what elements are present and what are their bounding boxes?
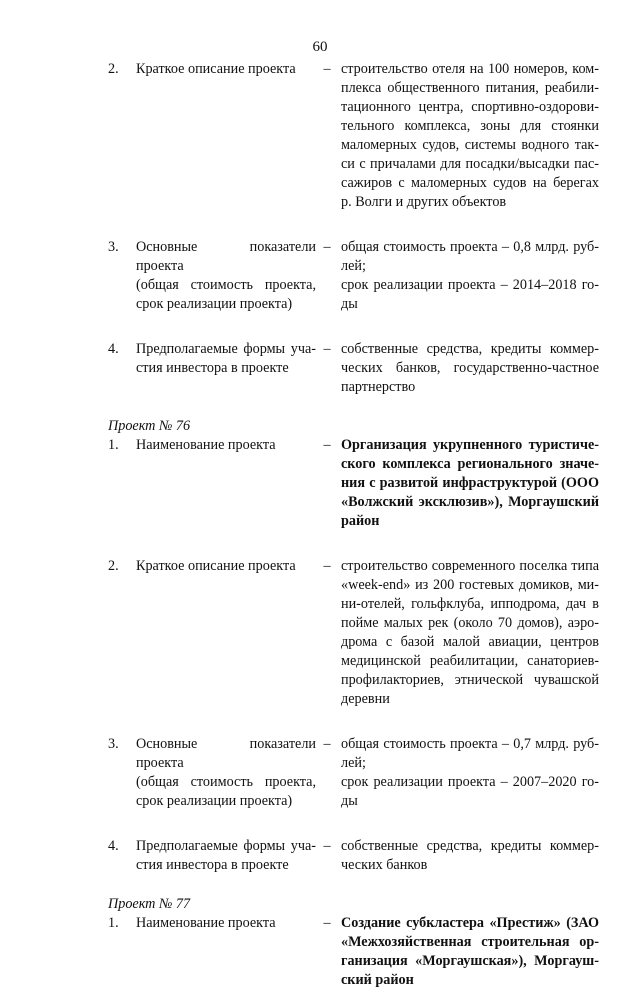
row-value-line: сажиров с маломерных судов на берегах <box>341 175 599 191</box>
project-row <box>0 340 640 397</box>
project-row <box>0 735 640 811</box>
row-value-line: лей; <box>341 258 366 274</box>
row-dash: – <box>323 341 331 357</box>
row-value-line: «week-end» из 200 гостевых домиков, ми- <box>341 577 599 593</box>
row-value-line: ческих банков, государственно-частное <box>341 360 599 376</box>
row-value-line: ды <box>341 793 358 809</box>
row-number: 2. <box>108 558 119 574</box>
row-value <box>341 238 599 314</box>
row-label <box>136 557 316 576</box>
row-label-line: стия инвестора в проекте <box>136 857 289 873</box>
row-label-line: срок реализации проекта) <box>136 793 293 809</box>
row-label-line: Предполагаемые формы уча- <box>136 838 316 854</box>
row-value-line: «Волжский эксклюзив»), Моргаушский <box>341 494 599 510</box>
row-value-line: тельного комплекса, зоны для стоянки <box>341 118 599 134</box>
row-value-line: район <box>341 513 380 529</box>
project-row <box>0 557 640 709</box>
project-76-table <box>0 436 640 875</box>
row-label <box>136 735 316 811</box>
row-label-line: срок реализации проекта) <box>136 296 293 312</box>
row-value <box>341 837 599 875</box>
row-number: 4. <box>108 838 119 854</box>
row-value-line: ни-отелей, гольфклуба, ипподрома, дач в <box>341 596 599 612</box>
row-label-line: Краткое описание проекта <box>136 61 296 77</box>
row-label <box>136 238 316 314</box>
row-number: 1. <box>108 915 119 931</box>
row-label-line: Наименование проекта <box>136 915 276 931</box>
row-value-line: партнерство <box>341 379 416 395</box>
row-label-line: Основные показатели проекта <box>136 239 316 274</box>
row-value-line: пойме малых рек (около 70 домов), аэро- <box>341 615 599 631</box>
row-value-line: ский район <box>341 972 414 988</box>
row-label-line: Наименование проекта <box>136 437 276 453</box>
page-number: 60 <box>312 39 328 55</box>
row-dash: – <box>323 437 331 453</box>
row-value-line: си с причалами для посадки/высадки пас- <box>341 156 599 172</box>
row-value <box>341 914 599 990</box>
project-77-table <box>0 914 640 990</box>
row-number: 3. <box>108 736 119 752</box>
row-value-line: срок реализации проекта – 2014–2018 го- <box>341 277 599 293</box>
row-label-line: Основные показатели проекта <box>136 736 316 771</box>
row-label-line: Предполагаемые формы уча- <box>136 341 316 357</box>
project-75-continued <box>0 60 640 397</box>
document-body <box>0 60 640 990</box>
row-value-line: срок реализации проекта – 2007–2020 го- <box>341 774 599 790</box>
row-number: 4. <box>108 341 119 357</box>
row-value-line: плекса общественного питания, реабили- <box>341 80 599 96</box>
row-dash: – <box>323 736 331 752</box>
project-77-heading: Проект № 77 <box>108 896 191 912</box>
row-dash: – <box>323 239 331 255</box>
project-row <box>0 436 640 531</box>
row-value-line: ганизация «Моргаушская»), Моргауш- <box>341 953 599 969</box>
row-dash: – <box>323 915 331 931</box>
row-dash: – <box>323 558 331 574</box>
row-dash: – <box>323 61 331 77</box>
row-value-line: ческих банков <box>341 857 428 873</box>
row-value-line: строительство отеля на 100 номеров, ком- <box>341 61 599 77</box>
row-value-line: маломерных судов, системы водного так- <box>341 137 599 153</box>
project-row <box>0 837 640 875</box>
row-value <box>341 735 599 811</box>
row-number: 3. <box>108 239 119 255</box>
row-value-line: собственные средства, кредиты коммер- <box>341 838 599 854</box>
project-row <box>0 914 640 990</box>
row-value-line: дрома с базой малой авиации, центров <box>341 634 599 650</box>
row-label-line: (общая стоимость проекта, <box>136 277 316 293</box>
row-label-line: Краткое описание проекта <box>136 558 296 574</box>
row-value-line: тационного центра, спортивно-оздорови- <box>341 99 599 115</box>
row-value-line: Создание субкластера «Престиж» (ЗАО <box>341 915 599 931</box>
row-value-line: профилакториев, этнической чувашской <box>341 672 599 688</box>
row-label-line: (общая стоимость проекта, <box>136 774 316 790</box>
row-value-line: ского комплекса регионального значе- <box>341 456 599 472</box>
row-label <box>136 914 316 933</box>
row-value <box>341 60 599 212</box>
row-value-line: собственные средства, кредиты коммер- <box>341 341 599 357</box>
row-value <box>341 557 599 709</box>
row-value-line: строительство современного поселка типа <box>341 558 599 574</box>
row-value <box>341 436 599 531</box>
row-value-line: медицинской реабилитации, санаториев- <box>341 653 599 669</box>
row-value-line: «Межхозяйственная строительная ор- <box>341 934 599 950</box>
row-label <box>136 60 316 79</box>
row-value-line: общая стоимость проекта – 0,8 млрд. руб- <box>341 239 599 255</box>
project-row <box>0 238 640 314</box>
row-value-line: общая стоимость проекта – 0,7 млрд. руб- <box>341 736 599 752</box>
row-number: 1. <box>108 437 119 453</box>
row-value-line: р. Волги и других объектов <box>341 194 507 210</box>
row-value-line: деревни <box>341 691 390 707</box>
row-value <box>341 340 599 397</box>
row-label <box>136 436 316 455</box>
row-label <box>136 340 316 378</box>
row-label-line: стия инвестора в проекте <box>136 360 289 376</box>
row-label <box>136 837 316 875</box>
row-value-line: Организация укрупненного туристиче- <box>341 437 599 453</box>
row-value-line: ния с развитой инфраструктурой (ООО <box>341 475 599 491</box>
row-dash: – <box>323 838 331 854</box>
project-row <box>0 60 640 212</box>
project-76-heading: Проект № 76 <box>108 418 191 434</box>
row-value-line: ды <box>341 296 358 312</box>
row-value-line: лей; <box>341 755 366 771</box>
row-number: 2. <box>108 61 119 77</box>
